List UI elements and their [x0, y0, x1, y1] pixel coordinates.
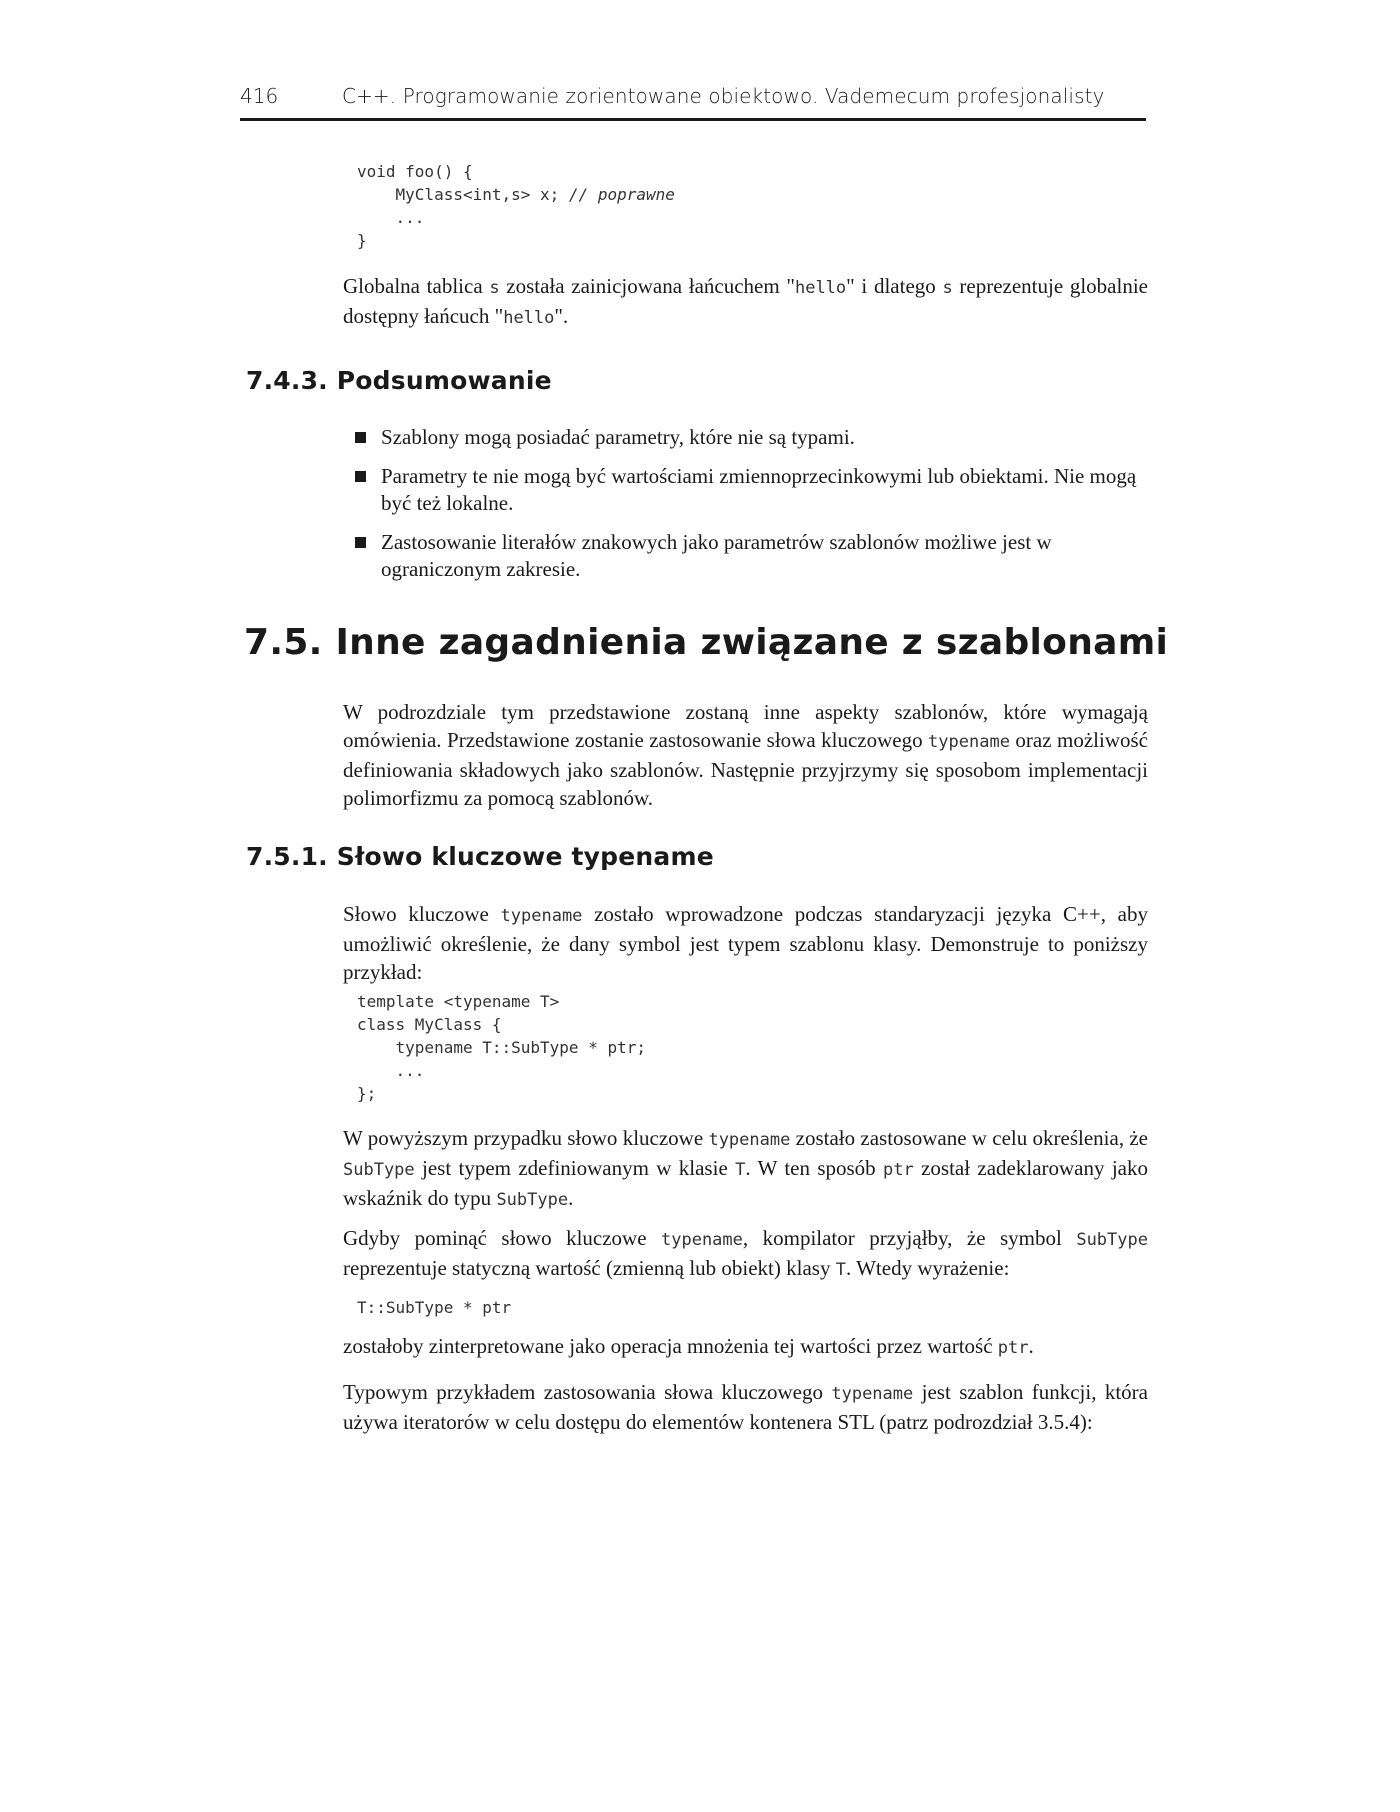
code-block-template	[357, 990, 646, 1105]
section-heading-7-4-3: 7.4.3. Podsumowanie	[246, 366, 552, 395]
code-comment: // poprawne	[568, 185, 675, 204]
inline-code: typename	[831, 1384, 914, 1404]
list-item: Szablony mogą posiadać parametry, które nie są typami.	[355, 424, 1145, 451]
summary-list	[355, 424, 1145, 595]
inline-code: s	[942, 278, 953, 298]
paragraph-global-array: Globalna tablica s została zainicjowana łańcuchem "hello" i dlatego s reprezentuje globalnie dostępny łańcuch "hello".	[343, 274, 1148, 328]
inline-code: T	[835, 1260, 846, 1280]
code-line: };	[357, 1084, 377, 1103]
paragraph-iterator-example: Typowym przykładem zastosowania słowa kluczowego typename jest szablon funkcji, która używa iteratorów w celu dostępu do elementów kontenera STL (patrz podrozdział 3.5.4):	[343, 1380, 1148, 1434]
book-title: C++. Programowanie zorientowane obiektowo. Vademecum profesjonalisty	[342, 84, 1105, 108]
code-line: typename T::SubType * ptr;	[357, 1038, 646, 1057]
inline-code: SubType	[496, 1190, 569, 1210]
code-line: ...	[357, 208, 425, 227]
paragraph-subtype-explanation: W powyższym przypadku słowo kluczowe typename zostało zastosowane w celu określenia, że SubType jest typem zdefiniowanym w klasie T. W ten sposób ptr został zadeklarowany jako wskaźnik do typu SubType.	[343, 1126, 1148, 1210]
code-line: void foo() {	[357, 162, 473, 181]
section-heading-7-5: 7.5. Inne zagadnienia związane z szablonami	[244, 622, 1169, 663]
running-header	[240, 82, 1146, 121]
inline-code: typename	[928, 732, 1010, 752]
square-bullet-icon	[355, 432, 366, 443]
inline-code: hello	[503, 308, 555, 328]
paragraph-typename-intro: Słowo kluczowe typename zostało wprowadzone podczas standaryzacji języka C++, aby umożliwić określenie, że dany symbol jest typem szablonu klasy. Demonstruje to poniższy przykład:	[343, 902, 1148, 984]
inline-code: ptr	[997, 1338, 1029, 1358]
inline-code: SubType	[1076, 1230, 1148, 1250]
code-line: }	[357, 231, 367, 250]
code-line: T::SubType * ptr	[357, 1298, 512, 1317]
code-block-foo	[357, 160, 675, 252]
page-number: 416	[240, 84, 279, 108]
code-block-expression	[357, 1296, 511, 1319]
paragraph-multiplication: zostałoby zinterpretowane jako operacja mnożenia tej wartości przez wartość ptr.	[343, 1334, 1034, 1358]
inline-code: typename	[708, 1130, 791, 1150]
inline-code: ptr	[883, 1160, 914, 1180]
paragraph-section-intro: W podrozdziale tym przedstawione zostaną inne aspekty szablonów, które wymagają omówienia. Przedstawione zostanie zastosowanie słowa kluczowego typename oraz możliwość definiowania składowych jako szablonów. Następnie przyjrzymy się sposobom implementacji polimorfizmu za pomocą szablonów.	[343, 700, 1148, 810]
paragraph-without-typename: Gdyby pominąć słowo kluczowe typename, kompilator przyjąłby, że symbol SubType reprezentuje statyczną wartość (zmienną lub obiekt) klasy T. Wtedy wyrażenie:	[343, 1226, 1148, 1280]
code-line: template <typename T>	[357, 992, 560, 1011]
code-line: class MyClass {	[357, 1015, 502, 1034]
inline-code: s	[489, 278, 500, 298]
square-bullet-icon	[355, 471, 366, 482]
inline-code: typename	[661, 1230, 743, 1250]
inline-code: hello	[794, 278, 847, 298]
inline-code: SubType	[343, 1160, 415, 1180]
list-item: Zastosowanie literałów znakowych jako parametrów szablonów możliwe jest w ograniczonym zakresie.	[355, 529, 1145, 583]
inline-code: typename	[500, 906, 583, 926]
section-heading-7-5-1: 7.5.1. Słowo kluczowe typename	[246, 842, 714, 871]
list-item: Parametry te nie mogą być wartościami zmiennoprzecinkowymi lub obiektami. Nie mogą być też lokalne.	[355, 463, 1145, 517]
code-line: ...	[357, 1061, 425, 1080]
inline-code: T	[735, 1160, 746, 1180]
square-bullet-icon	[355, 537, 366, 548]
code-line: MyClass<int,s> x;	[357, 185, 569, 204]
